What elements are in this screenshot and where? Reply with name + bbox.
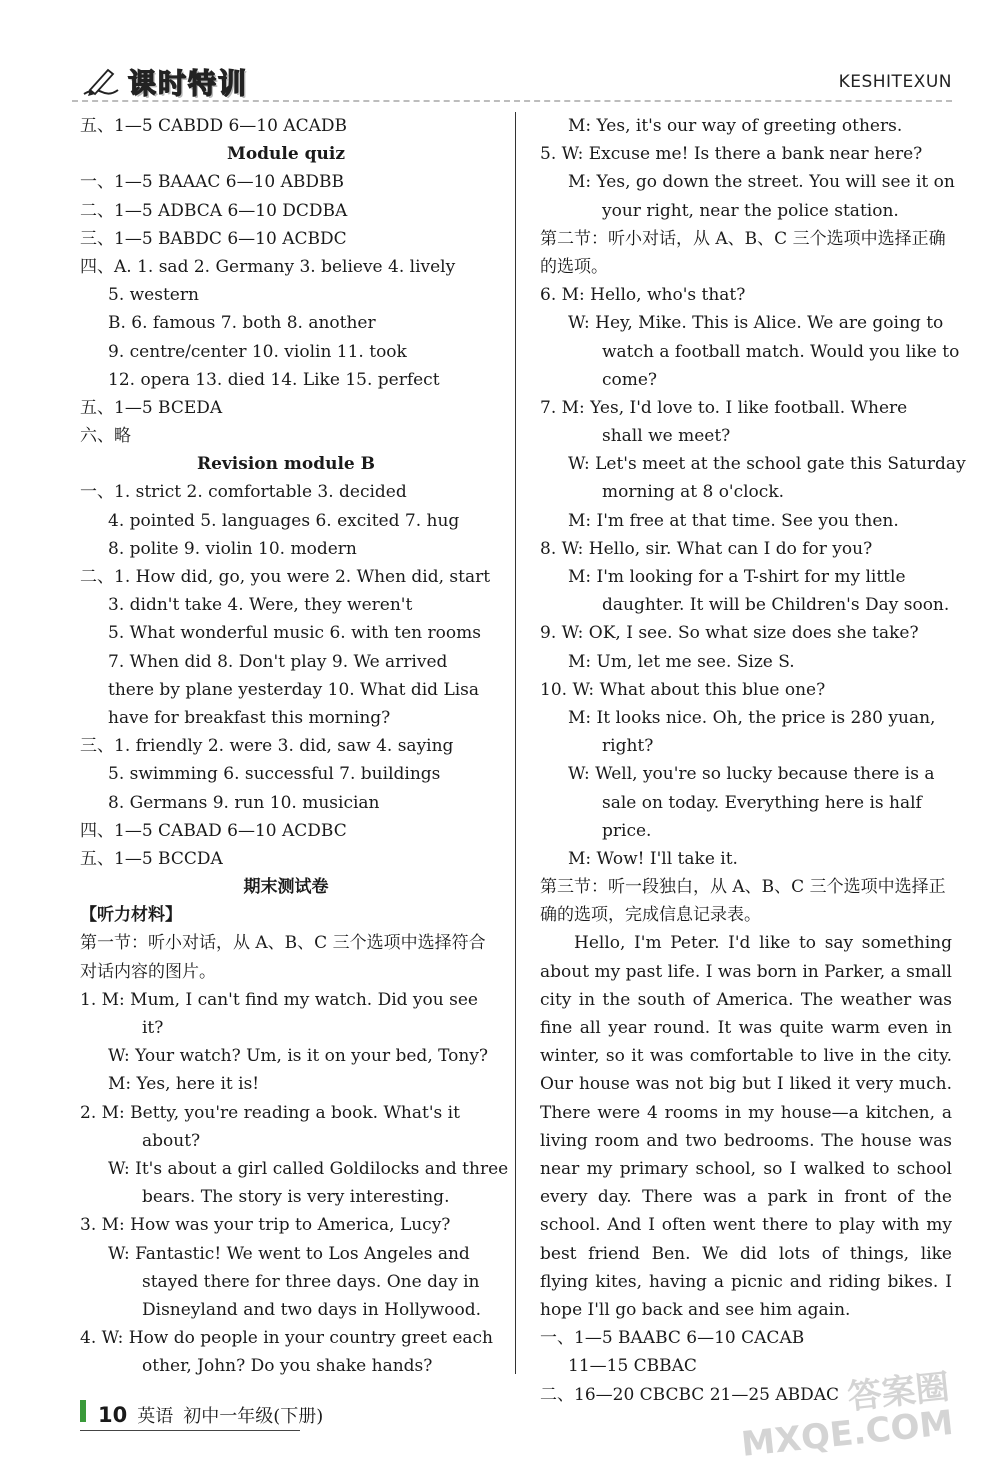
header-divider: [72, 100, 952, 102]
text-line: 五、1—5 BCCDA: [80, 848, 223, 869]
text-line: about?: [142, 1130, 201, 1151]
text-line: W: Let's meet at the school gate this Saturday: [568, 454, 966, 475]
text-line: 5. western: [108, 285, 199, 306]
text-line: it?: [142, 1018, 164, 1038]
footer-rule: [80, 1430, 300, 1431]
text-line: 7. M: Yes, I'd love to. I like football. Where: [540, 397, 908, 418]
text-line: 的选项。: [540, 256, 608, 277]
logo: [80, 62, 248, 102]
text-line: sale on today. Everything here is half: [602, 792, 922, 813]
text-line: 12. opera 13. died 14. Like 15. perfect: [108, 369, 440, 390]
text-line: 6. M: Hello, who's that?: [540, 285, 746, 306]
text-line: M: I'm looking for a T-shirt for my little: [568, 567, 906, 587]
text-line: W: Well, you're so lucky because there is a: [568, 764, 935, 785]
page-footer: [80, 1400, 323, 1428]
text-line: 二、1. How did, go, you were 2. When did, start: [80, 567, 491, 587]
text-line: price.: [602, 820, 652, 841]
text-line: right?: [602, 736, 654, 757]
text-line: 五、1—5 BCEDA: [80, 397, 223, 418]
text-line: B. 6. famous 7. both 8. another: [108, 313, 376, 334]
text-line: 【听力材料】: [80, 905, 182, 926]
page-header: [0, 0, 1000, 110]
footer-subject: 英语: [137, 1406, 174, 1427]
text-line: M: I'm free at that time. See you then.: [568, 510, 899, 531]
brand-name: KESHITEXUN: [838, 72, 952, 92]
text-line: W: It's about a girl called Goldilocks and three: [108, 1158, 509, 1179]
text-line: 二、1—5 ADBCA 6—10 DCDBA: [80, 200, 348, 221]
logo-text: 课时特训: [128, 67, 249, 100]
text-line: 四、1—5 CABAD 6—10 ACDBC: [80, 820, 347, 841]
text-line: 5. What wonderful music 6. with ten rooms: [108, 623, 481, 644]
text-line: 4. W: How do people in your country greet each: [80, 1328, 494, 1349]
text-line: 9. centre/center 10. violin 11. took: [108, 341, 407, 362]
text-line: 期末测试卷: [243, 877, 329, 898]
watermark-logo-text: 答案圈: [846, 1367, 952, 1418]
column-divider: [515, 112, 516, 1374]
text-line: W: Your watch? Um, is it on your bed, Tony?: [108, 1046, 489, 1067]
text-line: 4. pointed 5. languages 6. excited 7. hug: [108, 510, 460, 531]
text-line: watch a football match. Would you like to: [602, 341, 960, 362]
watermark-url: MXQE.COM: [739, 1402, 956, 1465]
text-line: 10. W: What about this blue one?: [540, 679, 826, 700]
listening-passage: Hello, I'm Peter. I'd like to say something about my past life. I was born in Parker, a small city in the south of America. The weather was fine all year round. It was quite warm even in winter, so it was comfortable to live in the city. Our house was not big but I liked it very much. There were 4 rooms in my house—a kitchen, a living room and two bedrooms. The house was near my primary school, so I walked to school every day. There was a park in front of the school. And I often went there to play with my best friend Ben. We did lots of things, like flying kites, having a picnic and riding bikes. I hope I'll go back and see him again.: [540, 933, 952, 1321]
text-line: 3. didn't take 4. Were, they weren't: [108, 595, 413, 616]
text-line: 六、略: [80, 426, 131, 447]
text-line: 三、1. friendly 2. were 3. did, saw 4. saying: [80, 736, 454, 757]
text-line: 11—15 CBBAC: [568, 1356, 697, 1377]
text-line: W: Fantastic! We went to Los Angeles and: [108, 1243, 470, 1264]
text-line: 二、16—20 CBCBC 21—25 ABDAC: [540, 1384, 840, 1405]
text-line: 3. M: How was your trip to America, Lucy?: [80, 1215, 451, 1236]
text-line: come?: [602, 369, 658, 390]
text-line: 第一节：听小对话，从 A、B、C 三个选项中选择符合: [80, 933, 486, 954]
text-line: M: Wow! I'll take it.: [568, 848, 738, 869]
text-line: M: Yes, go down the street. You will see it on: [568, 172, 955, 193]
text-line: other, John? Do you shake hands?: [142, 1356, 433, 1377]
text-line: Disneyland and two days in Hollywood.: [142, 1299, 481, 1320]
text-line: Module quiz: [227, 144, 345, 165]
text-line: bears. The story is very interesting.: [142, 1187, 450, 1208]
text-line: have for breakfast this morning?: [108, 707, 391, 728]
text-line: 5. W: Excuse me! Is there a bank near here?: [540, 144, 923, 165]
text-line: 五、1—5 CABDD 6—10 ACADB: [80, 116, 348, 136]
right-column: [540, 112, 966, 1409]
text-line: 9. W: OK, I see. So what size does she take?: [540, 623, 919, 644]
text-line: 一、1—5 BAAAC 6—10 ABDBB: [80, 172, 345, 193]
text-line: stayed there for three days. One day in: [142, 1271, 480, 1292]
text-line: W: Hey, Mike. This is Alice. We are going to: [568, 313, 944, 334]
text-line: 三、1—5 BABDC 6—10 ACBDC: [80, 228, 347, 249]
text-line: 1. M: Mum, I can't find my watch. Did you see: [80, 989, 478, 1010]
text-line: 一、1—5 BAABC 6—10 CACAB: [540, 1328, 805, 1349]
text-line: 确的选项，完成信息记录表。: [540, 905, 761, 926]
text-line: 2. M: Betty, you're reading a book. What's it: [80, 1102, 460, 1123]
text-line: shall we meet?: [602, 426, 731, 447]
text-line: 8. Germans 9. run 10. musician: [108, 792, 380, 813]
text-line: Revision module B: [196, 454, 376, 475]
pen-icon: [80, 64, 122, 100]
text-line: M: Yes, here it is!: [108, 1074, 260, 1095]
text-line: morning at 8 o'clock.: [602, 482, 785, 503]
text-line: 第三节：听一段独白，从 A、B、C 三个选项中选择正: [540, 877, 946, 898]
text-line: there by plane yesterday 10. What did Lisa: [108, 679, 480, 700]
footer-accent-bar: [80, 1400, 86, 1422]
text-line: 7. When did 8. Don't play 9. We arrived: [108, 651, 448, 672]
text-line: 8. polite 9. violin 10. modern: [108, 538, 357, 559]
text-line: 第二节：听小对话，从 A、B、C 三个选项中选择正确: [540, 228, 946, 249]
text-line: 四、A. 1. sad 2. Germany 3. believe 4. lively: [80, 256, 456, 277]
text-line: 8. W: Hello, sir. What can I do for you?: [540, 538, 873, 559]
text-line: M: Um, let me see. Size S.: [568, 651, 795, 672]
footer-grade: 初中一年级(下册): [183, 1406, 324, 1427]
text-line: 5. swimming 6. successful 7. buildings: [108, 764, 441, 785]
page-number: 10: [98, 1403, 128, 1427]
text-line: M: Yes, it's our way of greeting others.: [568, 116, 903, 136]
text-line: your right, near the police station.: [602, 200, 899, 221]
text-line: daughter. It will be Children's Day soon.: [602, 595, 950, 616]
left-column: [80, 112, 509, 1380]
text-line: 一、1. strict 2. comfortable 3. decided: [80, 482, 407, 503]
text-line: M: It looks nice. Oh, the price is 280 yuan,: [568, 707, 936, 728]
text-line: 对话内容的图片。: [80, 961, 216, 982]
